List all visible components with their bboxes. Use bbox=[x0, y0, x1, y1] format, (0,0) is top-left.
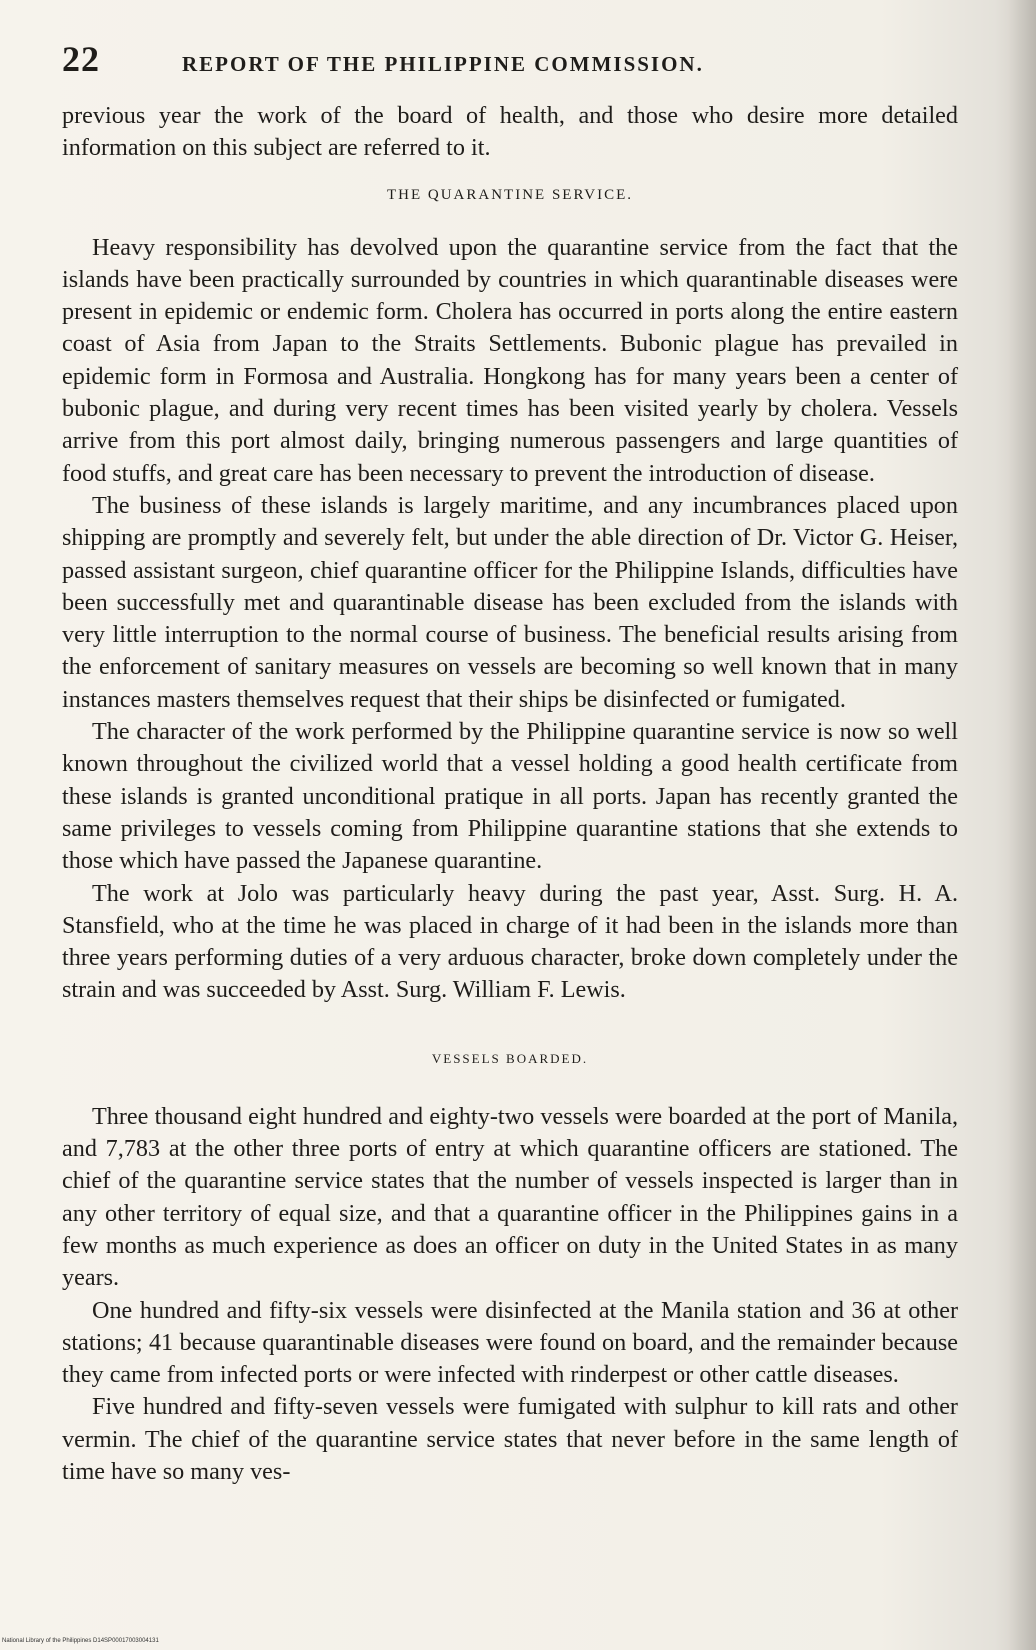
page-edge-shadow bbox=[1008, 0, 1036, 1650]
section-heading-quarantine-service: THE QUARANTINE SERVICE. bbox=[386, 186, 634, 203]
page-content bbox=[62, 38, 958, 1488]
paragraph: Three thousand eight hundred and eighty-two vessels were boarded at the port of Manila, and 7,783 at the other three ports of entry at which quarantine officers are stationed. The chief of the quarantine service states that the number of vessels inspected is larger than in any other territory of equal size, and that a quarantine officer in the Philippines gains in a few months as much experience as does an officer on duty in the United States in as many years. bbox=[62, 1102, 958, 1292]
paragraph: The business of these islands is largely maritime, and any incumbrances placed upon shipping are promptly and severely felt, but under the able direction of Dr. Victor G. Heiser, passed assistant surgeon, chief quarantine officer for the Philippine Islands, difficulties have been successfully met and quarantinable disease has been excluded from the islands with very little interruption to the normal course of business. The beneficial results arising from the enforcement of sanitary measures on vessels are becoming so well known that in many instances masters themselves request that their ships be disinfected or fumigated. bbox=[62, 491, 958, 713]
paragraph: The work at Jolo was particularly heavy during the past year, Asst. Surg. H. A. Stansfield, who at the time he was placed in charge of it had been in the islands more than three years performing duties of a very arduous character, broke down completely under the strain and was succeeded by Asst. Surg. William F. Lewis. bbox=[62, 879, 958, 1004]
intro-paragraph: previous year the work of the board of health, and those who desire more detailed information on this subject are referred to it. bbox=[62, 102, 958, 162]
scan-credit-footer: National Library of the Philippines D14SP00017003004131 bbox=[2, 1638, 159, 1644]
paragraph: The character of the work performed by the Philippine quarantine service is now so well known throughout the civilized world that a vessel holding a good health certificate from these islands is granted unconditional pratique in all ports. Japan has recently granted the same privileges to vessels coming from Philippine quarantine stations that she extends to those which have passed the Japanese quarantine. bbox=[62, 718, 958, 875]
page-header bbox=[62, 38, 958, 82]
page-number: 22 bbox=[62, 39, 100, 79]
section-heading-vessels-boarded: VESSELS BOARDED. bbox=[431, 1050, 589, 1066]
paragraph: One hundred and fifty-six vessels were disinfected at the Manila station and 36 at other stations; 41 because quarantinable diseases were found on board, and the remainder because they came from infected ports or were infected with rinderpest or other cattle diseases. bbox=[62, 1296, 958, 1389]
paragraph: Five hundred and fifty-seven vessels were fumigated with sulphur to kill rats and other vermin. The chief of the quarantine service states that never before in the same length of time have so many ves- bbox=[62, 1393, 958, 1485]
running-title: REPORT OF THE PHILIPPINE COMMISSION. bbox=[182, 52, 704, 76]
paragraph: Heavy responsibility has devolved upon the quarantine service from the fact that the islands have been practically surrounded by countries in which quarantinable diseases were present in epidemic or endemic form. Cholera has occurred in ports along the entire eastern coast of Asia from Japan to the Straits Settlements. Bubonic plague has prevailed in epidemic form in Formosa and Australia. Hongkong has for many years been a center of bubonic plague, and during very recent times has been visited yearly by cholera. Vessels arrive from this port almost daily, bringing numerous passengers and large quantities of food stuffs, and great care has been necessary to prevent the introduction of disease. bbox=[62, 233, 958, 487]
